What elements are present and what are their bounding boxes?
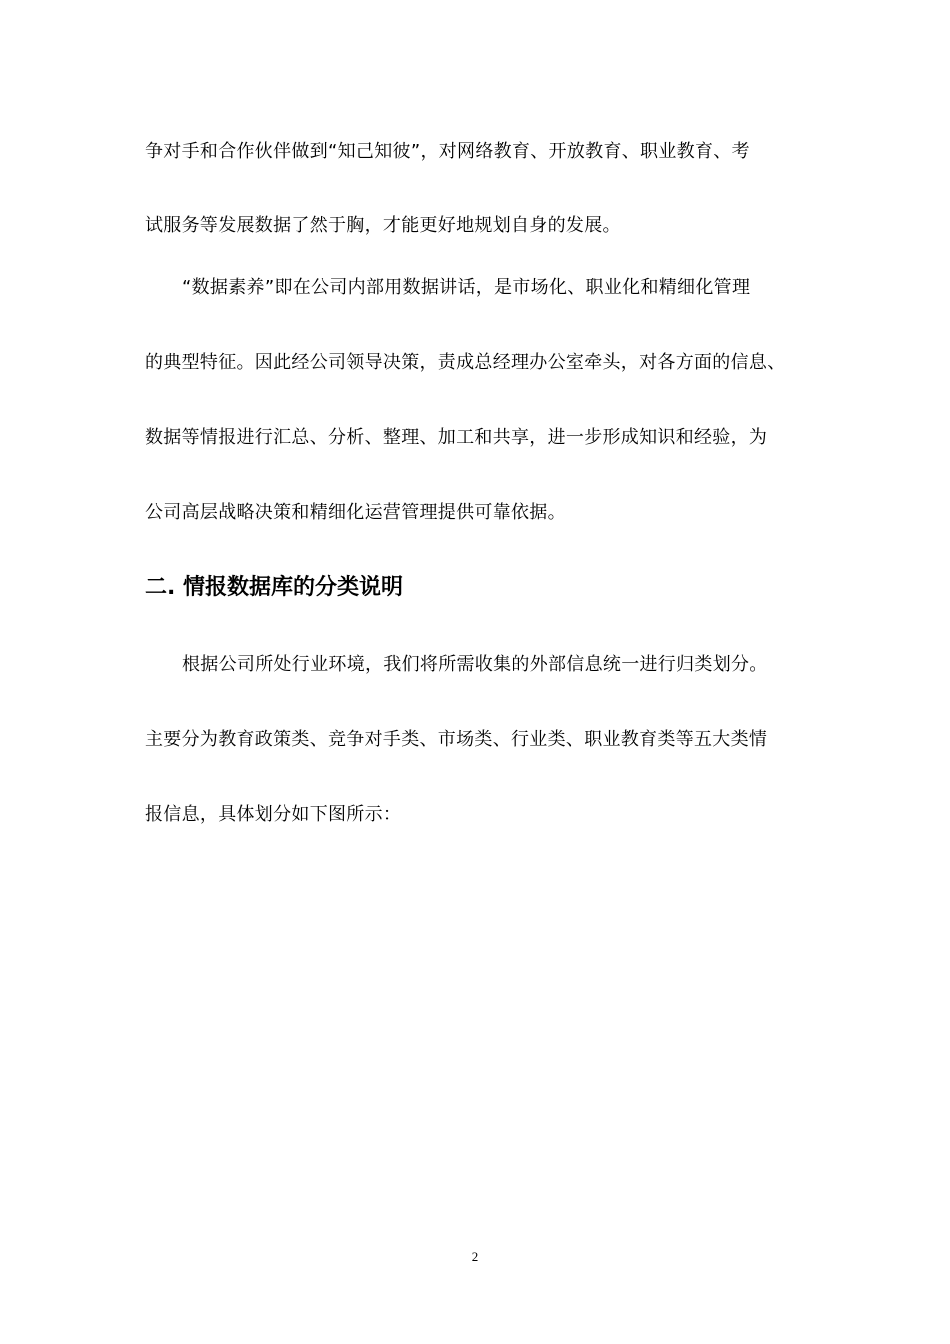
paragraph-line: 试服务等发展数据了然于胸，才能更好地规划自身的发展。	[145, 215, 621, 236]
paragraph-line: 争对手和合作伙伴做到“知己知彼”，对网络教育、开放教育、职业教育、考	[145, 141, 750, 162]
page-number: 2	[471, 1249, 479, 1264]
paragraph-line: 的典型特征。因此经公司领导决策，责成总经理办公室牵头，对各方面的信息、	[145, 352, 786, 373]
paragraph-line: 根据公司所处行业环境，我们将所需收集的外部信息统一进行归类划分。	[182, 654, 768, 675]
paragraph-line: 数据等情报进行汇总、分析、整理、加工和共享，进一步形成知识和经验，为	[145, 427, 768, 448]
paragraph-line: 主要分为教育政策类、竞争对手类、市场类、行业类、职业教育类等五大类情	[145, 729, 768, 750]
paragraph-line: 公司高层战略决策和精细化运营管理提供可靠依据。	[145, 502, 566, 523]
paragraph-line: 报信息，具体划分如下图所示：	[145, 804, 402, 825]
section-heading: 二. 情报数据库的分类说明	[145, 575, 404, 600]
paragraph-line: “数据素养”即在公司内部用数据讲话，是市场化、职业化和精细化管理	[182, 277, 751, 298]
